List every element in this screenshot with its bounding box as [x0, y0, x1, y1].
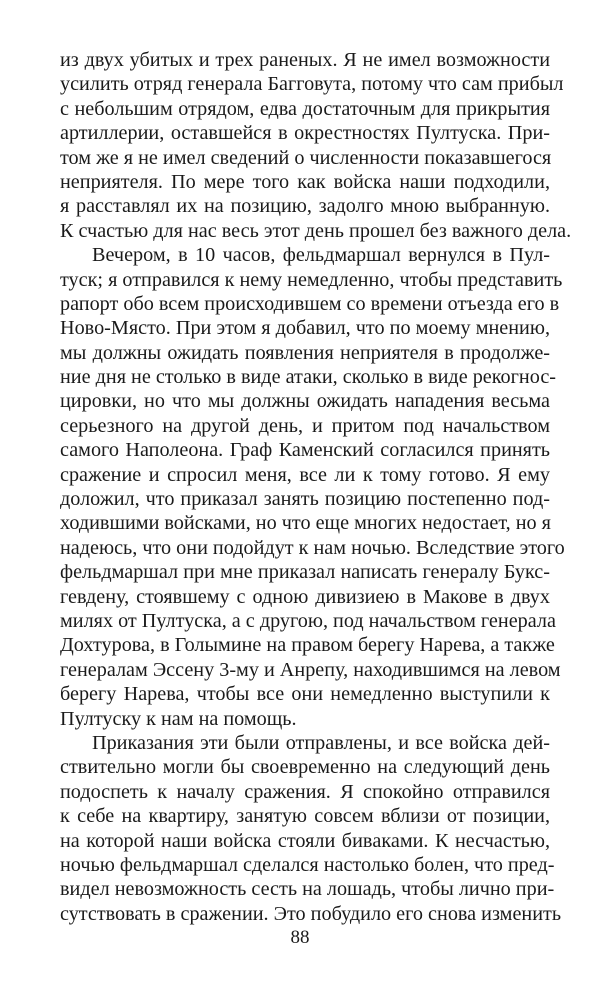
- paragraph: [60, 243, 565, 731]
- text-line: самого Наполеона. Граф Каменский согласился принять: [60, 439, 550, 462]
- text-line: к себе на квартиру, занятую совсем вблизи от позиции,: [60, 805, 550, 828]
- text-line: фельдмаршал при мне приказал написать генералу Букс-: [60, 561, 550, 584]
- text-line: мы должны ожидать появления неприятеля в продолже-: [60, 341, 550, 364]
- text-line: ходившими войсками, но что еще многих недостает, но я: [60, 512, 551, 535]
- text-line: неприятеля. По мере того как войска наши подходили,: [60, 170, 550, 193]
- text-line: артиллерии, оставшейся в окрестностях Пултуска. При-: [60, 122, 550, 145]
- paragraph: [60, 731, 562, 926]
- text-line: Ново-Място. При этом я добавил, что по моему мнению,: [60, 317, 550, 340]
- text-line: берегу Нарева, чтобы все они немедленно выступили к: [60, 683, 550, 706]
- paragraph: [60, 48, 572, 243]
- text-line: рапорт обо всем происходившем со времени отъезда его в: [60, 292, 560, 315]
- text-line: надеюсь, что они подойдут к нам ночью. Вследствие этого: [60, 536, 565, 559]
- text-line: ствительно могли бы своевременно на следующий день: [60, 756, 550, 779]
- text-line: видел невозможность сесть на лошадь, чтобы лично при-: [60, 878, 555, 901]
- text-line: туск; я отправился к нему немедленно, чтобы представить: [60, 268, 563, 291]
- text-line: Приказания эти были отправлены, и все войска дей-: [92, 731, 550, 754]
- text-line: на которой наши войска стояли бивaками. К несчастью,: [60, 829, 550, 852]
- text-line: Вечером, в 10 часов, фельдмаршал вернулся в Пул-: [92, 244, 550, 267]
- text-line: с небольшим отрядом, едва достаточным для прикрытия: [60, 97, 550, 120]
- text-line: доложил, что приказал занять позицию постепенно под-: [60, 488, 550, 511]
- text-line: усилить отряд генерала Багговута, потому что сам прибыл: [60, 73, 564, 96]
- text-line: серьезного на другой день, и притом под начальством: [60, 414, 550, 437]
- text-line: сражение и спросил меня, все ли к тому готово. Я ему: [60, 463, 550, 486]
- text-line: цировки, но что мы должны ожидать нападения весьма: [60, 390, 550, 413]
- text-line: ночью фельдмаршал сделался настолько болен, что пред-: [60, 853, 555, 876]
- text-line: Пултуску к нам на помощь.: [60, 707, 297, 730]
- text-line: К счастью для нас весь этот день прошел без важного дела.: [60, 219, 572, 242]
- text-line: сутствовать в сражении. Это побудило его снова изменить: [60, 902, 562, 925]
- text-line: том же я не имел сведений о численности показавшегося: [60, 146, 552, 169]
- text-line: Дохтурова, в Голымине на правом берегу Нарева, а также: [60, 634, 555, 657]
- text-line: гевдену, стоявшему с одною дивизиею в Макове в двух: [60, 585, 550, 608]
- text-line: милях от Пултуска, а с другою, под начальством генерала: [60, 609, 556, 632]
- text-line: подоспеть к началу сражения. Я спокойно отправился: [60, 780, 550, 803]
- page-number: 88: [290, 927, 310, 948]
- text-line: я расставлял их на позицию, задолго мною выбранную.: [60, 195, 550, 218]
- text-line: из двух убитых и трех раненых. Я не имел возможности: [60, 49, 550, 71]
- text-line: ние дня не столько в виде атаки, сколько в виде рекогнос-: [60, 366, 557, 389]
- page-body: [60, 48, 572, 926]
- text-line: генералам Эссену 3-му и Анрепу, находившимся на левом: [60, 658, 561, 681]
